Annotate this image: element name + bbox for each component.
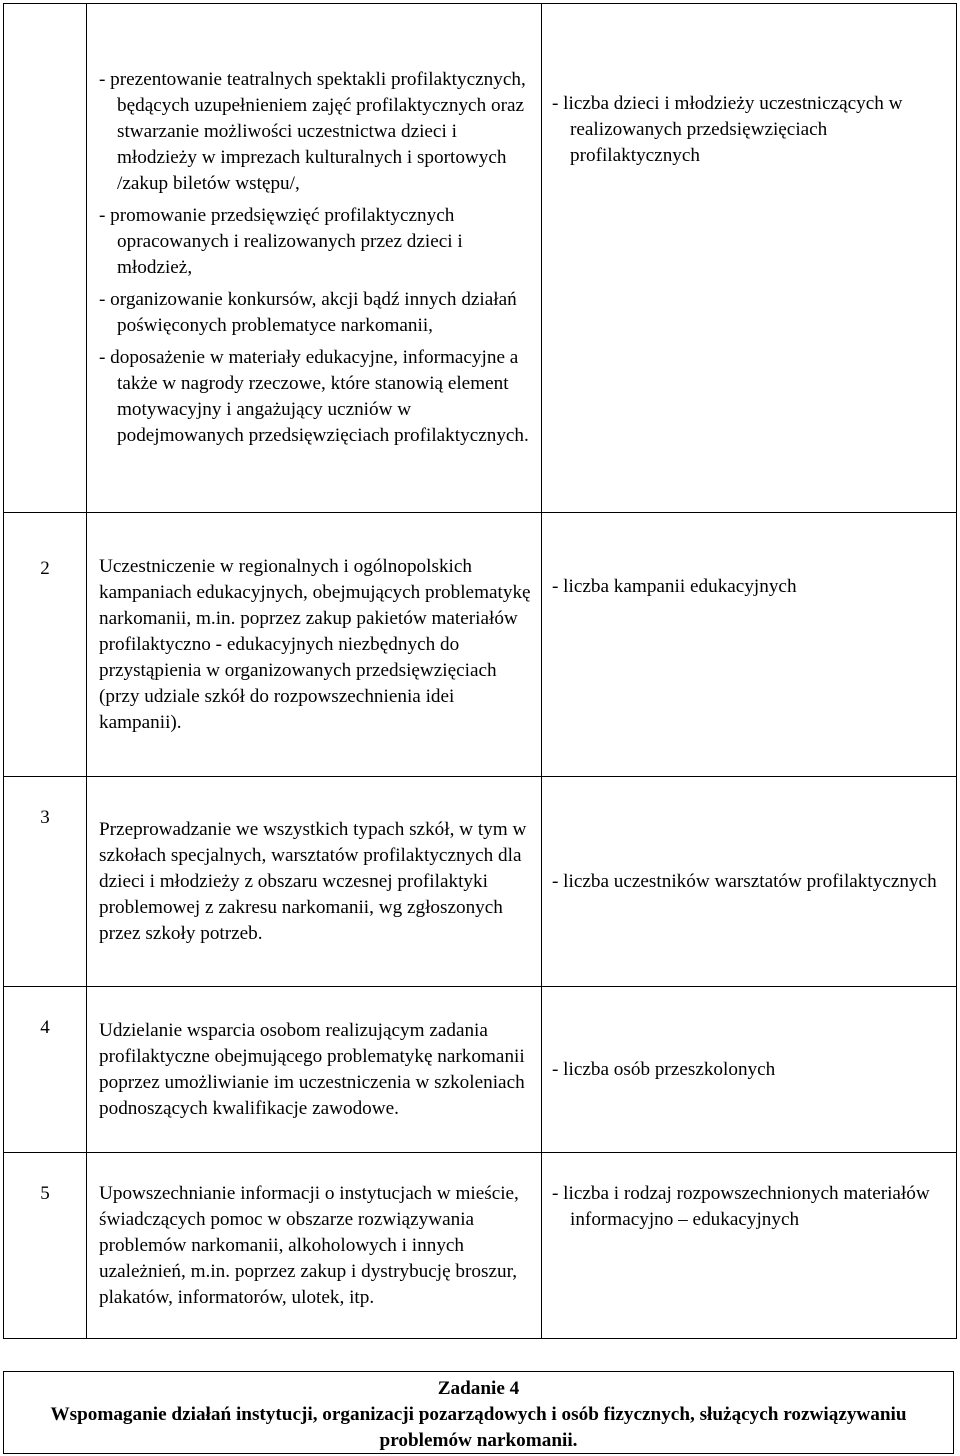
row-number-cell: 2 <box>4 513 87 777</box>
table-row <box>4 513 957 777</box>
indicator-text: - liczba dzieci i młodzieży uczestniczących w realizowanych przedsięwzięciach profilaktycznych <box>552 93 903 166</box>
table-row <box>4 1153 957 1339</box>
row-number-cell: 3 <box>4 777 87 987</box>
indicator-cell <box>542 987 957 1153</box>
indicator-cell <box>542 513 957 777</box>
activity-item: - prezentowanie teatralnych spektakli profilaktycznych, będących uzupełnieniem zajęć profilaktycznych oraz stwarzanie możliwości uczestnictwa dzieci i młodzieży w imprezach kulturalnych i sportowych /zakup biletów wstępu/, <box>99 69 526 194</box>
indicator-text: - liczba kampanii edukacyjnych <box>552 576 797 597</box>
task-heading: Zadanie 4 <box>437 1378 520 1399</box>
activity-text: Przeprowadzanie we wszystkich typach szkół, w tym w szkołach specjalnych, warsztatów profilaktycznych dla dzieci i młodzieży z obszaru wczesnej profilaktyki problemowej z zakresu narkomanii, wg zgłoszonych przez szkoły potrzeb. <box>99 818 527 944</box>
indicator-cell <box>542 777 957 987</box>
activity-cell <box>87 987 542 1153</box>
row-number-cell: 5 <box>4 1153 87 1339</box>
activity-cell <box>87 513 542 777</box>
task-title: Wspomaganie działań instytucji, organizacji pozarządowych i osób fizycznych, służących rozwiązywaniu problemów narkomanii. <box>50 1404 907 1451</box>
indicator-text: - liczba i rodzaj rozpowszechnionych materiałów informacyjno – edukacyjnych <box>552 1183 930 1230</box>
task-header-box <box>3 1371 954 1454</box>
activity-item: - doposażenie w materiały edukacyjne, informacyjne a także w nagrody rzeczowe, które stanowią element motywacyjny i angażujący uczniów w podejmowanych przedsięwzięciach profilaktycznych. <box>99 347 529 446</box>
table-row <box>4 987 957 1153</box>
activity-cell <box>87 4 542 513</box>
table-row <box>4 777 957 987</box>
activity-cell <box>87 777 542 987</box>
activity-item: - promowanie przedsięwzięć profilaktycznych opracowanych i realizowanych przez dzieci i młodzież, <box>99 205 463 278</box>
row-number-cell <box>4 4 87 513</box>
indicator-cell <box>542 4 957 513</box>
tasks-table <box>3 3 957 1339</box>
activity-item: - organizowanie konkursów, akcji bądź innych działań poświęconych problematyce narkomanii, <box>99 289 517 336</box>
indicator-text: - liczba uczestników warsztatów profilaktycznych <box>552 870 937 892</box>
activity-text: Upowszechnianie informacji o instytucjach w mieście, świadczących pomoc w obszarze rozwiązywania problemów narkomanii, alkoholowych i innych uzależnień, m.in. poprzez zakup i dystrybucję broszur, plakatów, informatorów, ulotek, itp. <box>99 1182 519 1308</box>
activity-cell <box>87 1153 542 1339</box>
table-row <box>4 4 957 513</box>
row-number-cell: 4 <box>4 987 87 1153</box>
indicator-cell <box>542 1153 957 1339</box>
activity-text: Udzielanie wsparcia osobom realizującym zadania profilaktyczne obejmującego problematykę narkomanii poprzez umożliwianie im uczestniczenia w szkoleniach podnoszących kwalifikacje zawodowe. <box>99 1019 525 1119</box>
activity-text: Uczestniczenie w regionalnych i ogólnopolskich kampaniach edukacyjnych, obejmujących problematykę narkomanii, m.in. poprzez zakup pakietów materiałów profilaktyczno - edukacyjnych niezbędnych do przystąpienia w organizowanych przedsięwzięciach (przy udziale szkół do rozpowszechnienia idei kampanii). <box>99 555 531 733</box>
indicator-text: - liczba osób przeszkolonych <box>552 1058 776 1080</box>
